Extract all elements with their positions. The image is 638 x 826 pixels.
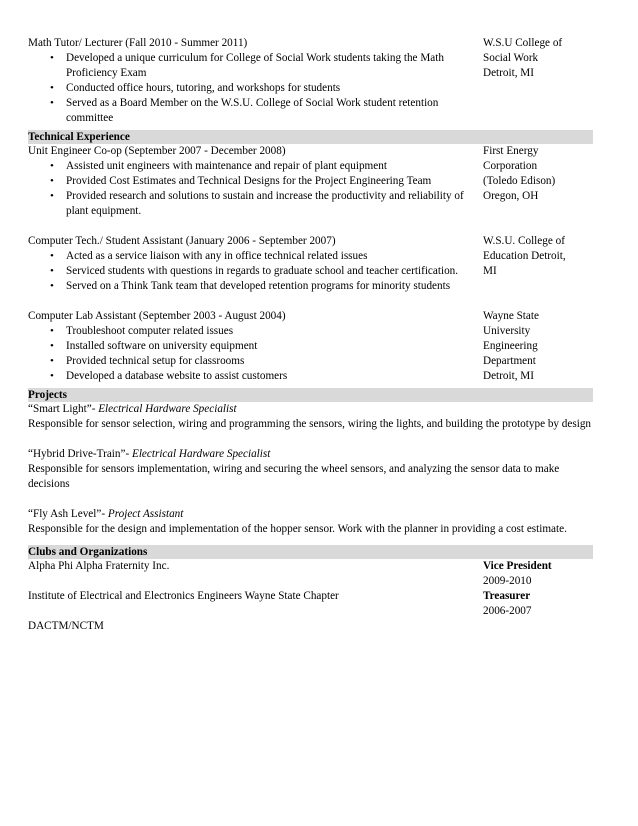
location-line: (Toledo Edison) (483, 175, 556, 187)
job-entry (28, 309, 593, 384)
list-item: • Served as a Board Member on the W.S.U. College of Social Work student retention committee (66, 96, 483, 126)
project-role: Electrical Hardware Specialist (131, 448, 271, 460)
list-item: • Conducted office hours, tutoring, and workshops for students (66, 81, 483, 96)
list-item: • Developed a unique curriculum for College of Social Work students taking the Math Proficiency Exam (66, 51, 483, 81)
location-line: First Energy (483, 145, 539, 157)
project-name: “Hybrid Drive-Train”- (28, 448, 130, 460)
location-line: Detroit, MI (483, 67, 534, 79)
club-name: DACTM/NCTM (28, 620, 104, 632)
project-name: “Smart Light”- (28, 403, 96, 415)
list-item: • Installed software on university equipment (66, 339, 483, 354)
project-role: Electrical Hardware Specialist (98, 403, 237, 415)
project-title (28, 507, 593, 522)
club-item (28, 559, 593, 589)
location-line: W.S.U. College of (483, 235, 565, 247)
section-header-projects: Projects (28, 388, 593, 402)
resume-page (28, 36, 593, 634)
club-role: Vice President (483, 560, 552, 572)
tutor-entry (28, 36, 593, 126)
list-item: • Acted as a service liaison with any in office technical related issues (66, 249, 483, 264)
list-item: • Provided research and solutions to sustain and increase the productivity and reliability of plant equipment. (66, 189, 483, 219)
section-header-clubs: Clubs and Organizations (28, 545, 593, 559)
club-role: Treasurer (483, 590, 531, 602)
job-title: Unit Engineer Co-op (September 2007 - December 2008) (28, 145, 286, 157)
list-item: • Serviced students with questions in regards to graduate school and teacher certification. (66, 264, 483, 279)
list-item: • Provided Cost Estimates and Technical Designs for the Project Engineering Team (66, 174, 483, 189)
project-title (28, 447, 593, 462)
location-line: MI (483, 265, 497, 277)
section-header-technical: Technical Experience (28, 130, 593, 144)
job-location (483, 234, 593, 294)
project-description: Responsible for sensors implementation, wiring and securing the wheel sensors, and analyzing the sensor data to make decisions (28, 463, 560, 490)
club-item (28, 619, 593, 634)
project-item (28, 447, 593, 492)
location-line: Education Detroit, (483, 250, 566, 262)
club-name: Alpha Phi Alpha Fraternity Inc. (28, 560, 170, 572)
location-line: Oregon, OH (483, 190, 539, 202)
job-location (483, 144, 593, 219)
job-location (483, 309, 593, 384)
location-line: Department (483, 355, 536, 367)
project-title (28, 402, 593, 417)
list-item: • Served on a Think Tank team that developed retention programs for minority students (66, 279, 483, 294)
location-line: Engineering (483, 340, 538, 352)
job-title: Computer Lab Assistant (September 2003 - August 2004) (28, 310, 286, 322)
club-item (28, 589, 593, 619)
location-line: Social Work (483, 52, 539, 64)
location-line: Wayne State (483, 310, 539, 322)
list-item: • Provided technical setup for classrooms (66, 354, 483, 369)
bullet-list (28, 324, 483, 384)
project-item (28, 402, 593, 432)
location-line: Detroit, MI (483, 370, 534, 382)
location-line: Corporation (483, 160, 538, 172)
list-item: • Developed a database website to assist customers (66, 369, 483, 384)
project-name: “Fly Ash Level”- (28, 508, 106, 520)
job-location (483, 36, 593, 126)
bullet-list (28, 249, 483, 294)
project-role: Project Assistant (107, 508, 184, 520)
club-years: 2009-2010 (483, 575, 532, 587)
bullet-list (28, 159, 483, 219)
job-entry (28, 144, 593, 219)
project-description: Responsible for the design and implementation of the hopper sensor. Work with the planner in providing a cost estimate. (28, 523, 567, 535)
location-line: W.S.U College of (483, 37, 563, 49)
job-title: Computer Tech./ Student Assistant (January 2006 - September 2007) (28, 235, 336, 247)
location-line: University (483, 325, 531, 337)
list-item: • Assisted unit engineers with maintenance and repair of plant equipment (66, 159, 483, 174)
project-item (28, 507, 593, 537)
project-description: Responsible for sensor selection, wiring and programming the sensors, wiring the lights, and building the prototype by design (28, 418, 592, 430)
list-item: • Troubleshoot computer related issues (66, 324, 483, 339)
bullet-list (28, 51, 483, 126)
job-title: Math Tutor/ Lecturer (Fall 2010 - Summer 2011) (28, 37, 248, 49)
club-name: Institute of Electrical and Electronics Engineers Wayne State Chapter (28, 590, 339, 602)
job-entry (28, 234, 593, 294)
club-years: 2006-2007 (483, 605, 532, 617)
